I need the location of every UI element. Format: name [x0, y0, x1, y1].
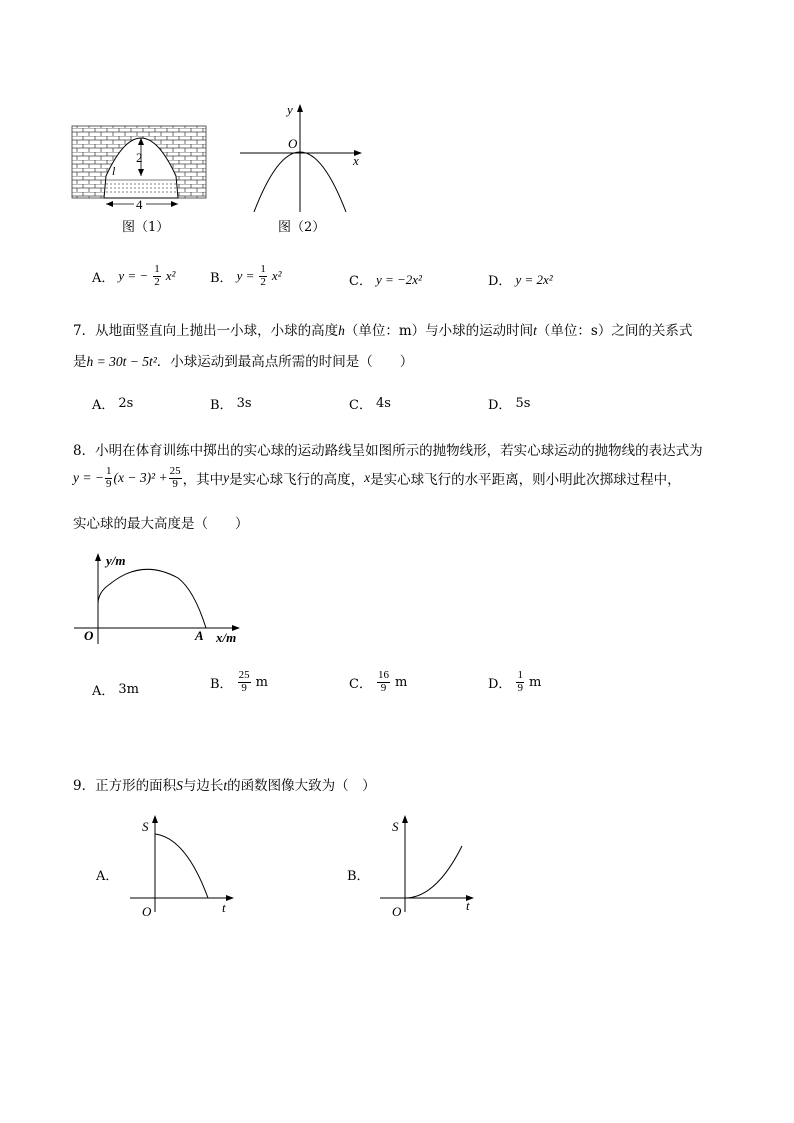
- option-letter: B．: [210, 398, 233, 413]
- q7-option-a[interactable]: [92, 394, 133, 413]
- option-letter: D．: [488, 398, 512, 413]
- q7-var-h: h: [338, 323, 345, 338]
- frac-den: 2: [260, 275, 266, 288]
- frac-den: 9: [241, 681, 247, 694]
- q9b-t-label: t: [466, 898, 470, 913]
- q8-stem-line1: 8．小明在体育训练中掷出的实心球的运动路线呈如图所示的抛物线形，若实心球运动的抛物线的表达式为: [73, 443, 703, 459]
- q9b-s-label: S: [392, 819, 399, 834]
- q8-option-c[interactable]: [349, 670, 407, 694]
- q8-option-b[interactable]: [210, 670, 268, 694]
- q9-text: 与边长: [182, 778, 224, 794]
- q6-option-d[interactable]: [488, 270, 553, 289]
- option-expr: y = −: [118, 268, 149, 284]
- q9-option-a-graph[interactable]: [124, 812, 242, 922]
- fig1-width-label: 4: [136, 197, 143, 212]
- q9-stem: [73, 774, 376, 794]
- fig2-y-label: y: [287, 102, 293, 117]
- q9b-origin-label: O: [392, 904, 402, 919]
- option-text: 4s: [375, 396, 391, 411]
- option-letter: B．: [210, 676, 233, 692]
- fig1-l-label: l: [112, 164, 116, 178]
- option-unit: m: [528, 674, 542, 690]
- q9a-t-label: t: [222, 900, 226, 915]
- q7-text: 7．从地面竖直向上抛出一小球，小球的高度: [73, 323, 339, 339]
- frac-num: 1: [154, 263, 160, 275]
- frac-num: 1: [517, 669, 523, 681]
- fig2-x-label: x: [353, 153, 359, 168]
- option-letter: D．: [488, 274, 512, 289]
- q9a-origin-label: O: [142, 904, 152, 919]
- q7-option-b[interactable]: [210, 394, 252, 413]
- option-unit: m: [394, 674, 408, 690]
- q7-option-d[interactable]: [488, 394, 530, 413]
- q6-option-a[interactable]: [92, 264, 175, 288]
- option-letter: C．: [349, 676, 372, 692]
- q8-graph-x-label: x/m: [216, 630, 237, 645]
- q9-option-b[interactable]: [347, 865, 370, 884]
- option-letter: B．: [210, 270, 233, 286]
- frac-num: 25: [169, 465, 181, 477]
- q7-formula: h = 30t − 5t²: [86, 354, 157, 369]
- q7-text: 是: [73, 354, 87, 370]
- option-unit: m: [255, 674, 268, 690]
- option-letter: D．: [488, 676, 512, 692]
- frac-den: 9: [105, 477, 112, 490]
- q8-stem-line3: 实心球的最大高度是（ ）: [73, 516, 249, 532]
- q7-text: （单位：m）与小球的运动时间: [344, 323, 534, 339]
- q8-text: 是实心球飞行的水平距离，则小明此次掷球过程中，: [370, 472, 681, 489]
- q9a-s-label: S: [142, 819, 149, 834]
- frac-num: 16: [377, 669, 389, 681]
- option-text: 3s: [236, 396, 252, 411]
- q7-text: ．小球运动到最高点所需的时间是（ ）: [156, 354, 414, 370]
- q8-formula-mid: (x − 3)² +: [113, 470, 168, 486]
- q7-option-c[interactable]: [349, 394, 391, 413]
- q8-trajectory-graph: [70, 548, 250, 648]
- option-letter: A．: [96, 869, 119, 884]
- q6-option-c[interactable]: [349, 270, 422, 289]
- option-letter: A．: [92, 684, 115, 699]
- q8-stem-line2: [73, 466, 681, 490]
- option-expr: y =: [236, 268, 255, 284]
- frac-den: 9: [380, 681, 387, 694]
- option-text: 3m: [118, 682, 139, 697]
- q9-var-s: S: [176, 778, 183, 793]
- q9-option-a[interactable]: [96, 865, 118, 884]
- frac-num: 1: [260, 263, 266, 275]
- fig2-parabola-graph: [232, 100, 367, 215]
- fig1-height-label: 2: [136, 150, 143, 165]
- q8-option-a[interactable]: [92, 680, 139, 699]
- q9-text: 的函数图像大致为（ ）: [227, 778, 376, 794]
- q7-text: （单位：s）之间的关系式: [536, 323, 693, 339]
- frac-num: 1: [105, 465, 112, 477]
- option-expr: y = 2x²: [515, 271, 553, 287]
- frac-den: 9: [517, 681, 523, 694]
- option-letter: A．: [92, 398, 115, 413]
- fig2-origin-label: O: [288, 136, 298, 151]
- q8-option-d[interactable]: [488, 670, 541, 694]
- q6-option-b[interactable]: [210, 264, 282, 288]
- q8-text: ，其中: [182, 472, 224, 489]
- frac-den: 9: [172, 477, 178, 490]
- option-text: 5s: [515, 396, 531, 411]
- q8-text: 是实心球飞行的高度，: [229, 472, 365, 489]
- option-expr-tail: x²: [271, 268, 282, 284]
- q8-graph-a-label: A: [195, 628, 204, 643]
- option-expr: y = −2x²: [375, 271, 422, 287]
- frac-num: 25: [238, 669, 250, 681]
- fig1-tunnel-diagram: [68, 120, 213, 215]
- option-expr-tail: x²: [165, 268, 176, 284]
- option-text: 2s: [118, 396, 134, 411]
- option-letter: A．: [92, 270, 115, 286]
- q8-graph-y-label: y/m: [106, 553, 126, 568]
- q9-var-t: t: [223, 778, 228, 793]
- q8-graph-origin-label: O: [84, 628, 94, 643]
- q9-option-b-graph[interactable]: [374, 812, 484, 922]
- option-letter: C．: [349, 274, 372, 289]
- q7-stem-line2: [73, 350, 413, 370]
- option-letter: B．: [347, 869, 370, 884]
- q7-stem-line1: [73, 319, 692, 339]
- fig2-caption: 图（2）: [278, 220, 326, 235]
- q9-text: 9．正方形的面积: [73, 778, 177, 794]
- fig1-caption: 图（1）: [122, 220, 170, 235]
- option-letter: C．: [349, 398, 372, 413]
- frac-den: 2: [154, 275, 160, 288]
- q8-var-y: y: [223, 470, 230, 486]
- q7-var-t: t: [533, 323, 537, 338]
- q8-formula-lhs: y = −: [73, 470, 104, 486]
- q8-var-x: x: [364, 470, 371, 486]
